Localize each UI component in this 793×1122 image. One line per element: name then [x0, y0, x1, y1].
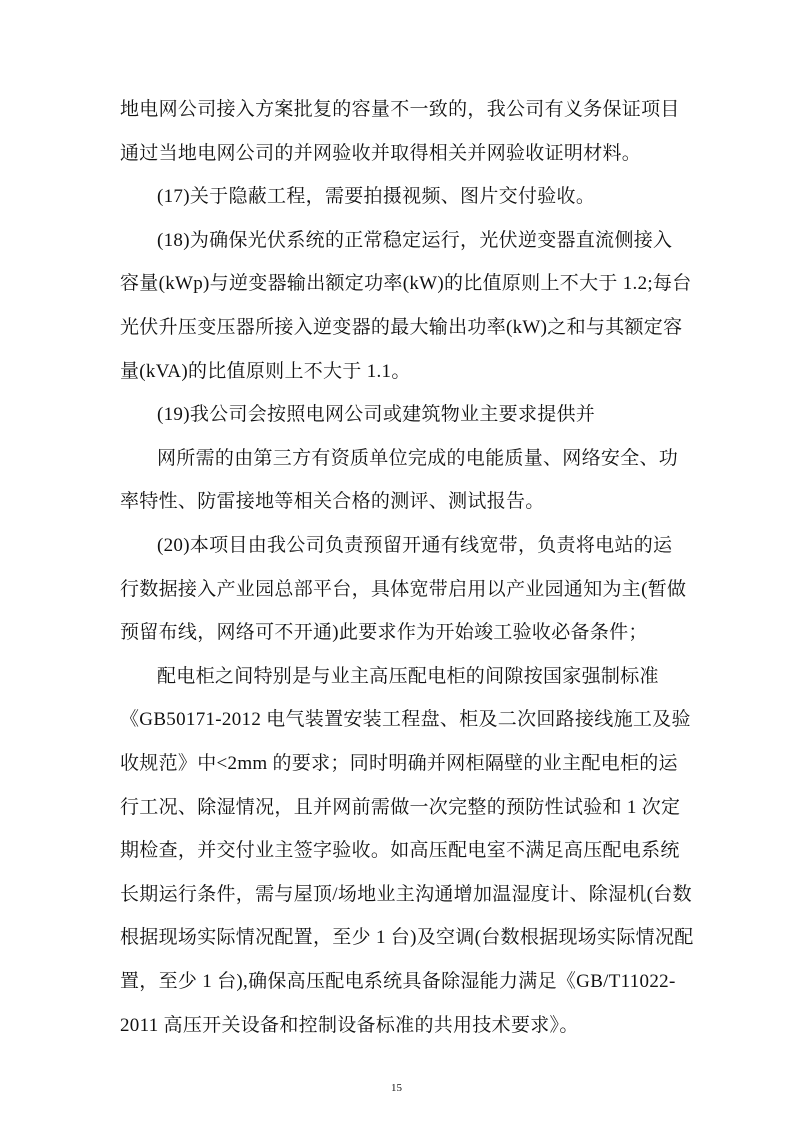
- text-line: 根据现场实际情况配置，至少 1 台)及空调(台数根据现场实际情况配: [120, 927, 694, 949]
- text-line: 网所需的由第三方有资质单位完成的电能质量、网络安全、功: [157, 447, 679, 469]
- text-line: 置，至少 1 台),确保高压配电系统具备除湿能力满足《GB/T11022-: [120, 971, 676, 992]
- text-line: 行工况、除湿情况，且并网前需做一次完整的预防性试验和 1 次定: [120, 796, 681, 818]
- page-number: 15: [391, 1082, 402, 1094]
- text-line: 行数据接入产业园总部平台，具体宽带启用以产业园通知为主(暂做: [120, 578, 687, 600]
- text-line: 配电柜之间特别是与业主高压配电柜的间隙按国家强制标准: [157, 665, 659, 687]
- text-line: (18)为确保光伏系统的正常稳定运行，光伏逆变器直流侧接入: [157, 229, 673, 251]
- text-line: (19)我公司会按照电网公司或建筑物业主要求提供并: [157, 404, 596, 426]
- text-line: 率特性、防雷接地等相关合格的测评、测试报告。: [120, 491, 545, 513]
- text-line: 量(kVA)的比值原则上不大于 1.1。: [120, 360, 411, 382]
- text-line: 《GB50171-2012 电气装置安装工程盘、柜及二次回路接线施工及验: [120, 709, 691, 731]
- text-line: 预留布线，网络可不开通)此要求作为开始竣工验收必备条件；: [120, 622, 648, 644]
- text-line: 通过当地电网公司的并网验收并取得相关并网验收证明材料。: [120, 142, 642, 164]
- text-line: (20)本项目由我公司负责预留开通有线宽带，负责将电站的运: [157, 535, 673, 556]
- text-line: 光伏升压变压器所接入逆变器的最大输出功率(kW)之和与其额定容: [120, 317, 683, 338]
- text-line: (17)关于隐蔽工程，需要拍摄视频、图片交付验收。: [157, 186, 596, 208]
- text-line: 容量(kWp)与逆变器输出额定功率(kW)的比值原则上不大于 1.2;每台: [120, 273, 692, 295]
- text-line: 收规范》中<2mm 的要求；同时明确并网柜隔壁的业主配电柜的运: [120, 753, 678, 774]
- text-line: 长期运行条件，需与屋顶/场地业主沟通增加温湿度计、除湿机(台数: [120, 883, 692, 905]
- text-line: 地电网公司接入方案批复的容量不一致的，我公司有义务保证项目: [120, 99, 680, 120]
- text-line: 2011 高压开关设备和控制设备标准的共用技术要求》。: [120, 1014, 579, 1036]
- text-line: 期检查，并交付业主签字验收。如高压配电室不满足高压配电系统: [120, 840, 680, 862]
